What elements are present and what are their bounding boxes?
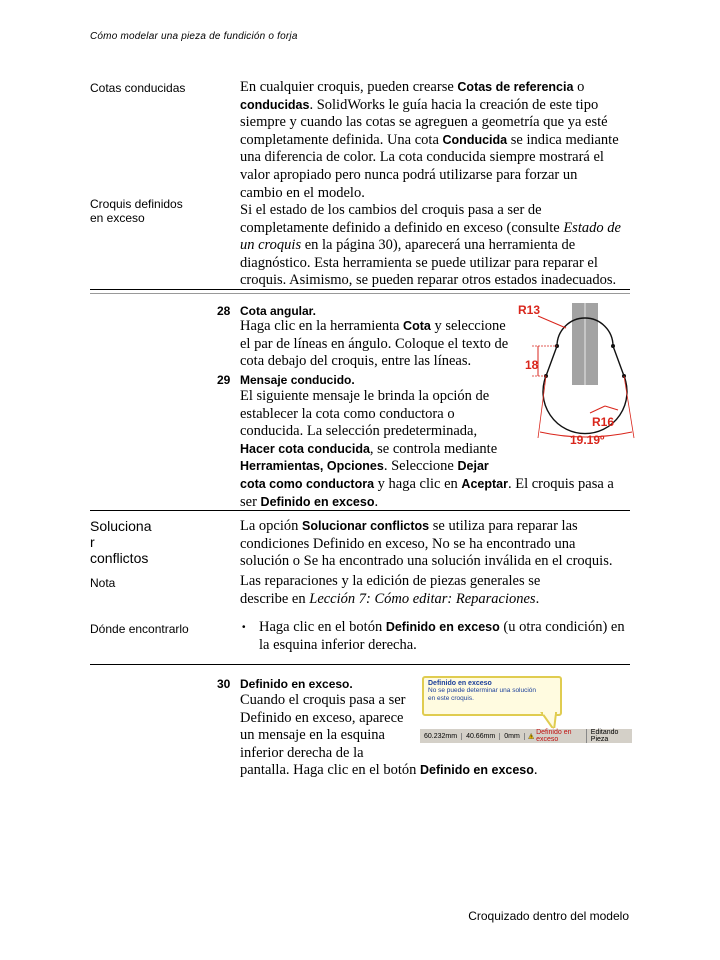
text-line: Las reparaciones y la edición de piezas generales se [240, 573, 541, 589]
section-divider-thin [90, 293, 630, 294]
status-z: 0mm [500, 733, 525, 740]
italic-reference: Estado de [563, 219, 621, 236]
text-line: El siguiente mensaje le brinda la opción de [240, 388, 490, 404]
dimension-r16: R16 [592, 415, 615, 429]
statusbar-figure [420, 676, 632, 744]
tooltip-title: Definido en exceso [428, 680, 492, 687]
text-line: Haga clic en la herramienta Cota y seleccione [240, 318, 506, 334]
where-label: Dónde encontrarlo [90, 622, 189, 636]
section-body-cotas-conducidas [240, 79, 660, 202]
step-body [240, 318, 520, 371]
running-footer: Croquizado dentro del modelo [468, 909, 629, 923]
tooltip-balloon [422, 676, 562, 716]
text-line: una diferencia de color. La cota conducida siempre mostrará el [240, 149, 604, 166]
status-x: 60.232mm [420, 733, 462, 740]
sketch-figure [510, 298, 640, 448]
section-body-croquis-definidos [240, 202, 660, 290]
overdefined-button[interactable] [525, 729, 587, 743]
text-line: ser Definido en exceso. [240, 493, 379, 510]
text-line: Hacer cota conducida, se controla mediante [240, 440, 498, 457]
extension-line [624, 376, 634, 438]
section-label-line: Croquis definidos [90, 197, 183, 211]
section-body-solucionar-conflictos [240, 518, 640, 571]
section-label-line: en exceso [90, 211, 145, 225]
text-line: cota como conductora y haga clic en Aceptar. El croquis pasa a [240, 475, 614, 492]
text-line: La opción Solucionar conflictos se utiliza para reparar las [240, 518, 578, 534]
warning-icon [528, 732, 534, 740]
text-line: Si el estado de los cambios del croquis pasa a ser de [240, 202, 542, 218]
bold-term: Cotas de referencia [457, 80, 574, 94]
bold-term: Definido en exceso [260, 494, 375, 509]
leader-line [605, 406, 618, 410]
bold-term: Cota [403, 319, 431, 333]
section-divider [90, 289, 630, 290]
text-line: solución o Se ha encontrado una solución inválida en el croquis. [240, 553, 613, 570]
text-line: inferior derecha de la [240, 744, 364, 761]
tooltip-line: No se puede determinar una solución [428, 687, 537, 694]
section-label-croquis-definidos [90, 197, 183, 225]
text-line: un mensaje en la esquina [240, 727, 385, 744]
text-line: valor apropiado pero nunca podrá utilizarse para forzar un [240, 166, 578, 183]
text-line: Herramientas, Opciones. Seleccione Dejar [240, 458, 489, 475]
text-line: Haga clic en el botón Definido en exceso (u otra condición) en [259, 619, 625, 635]
status-mode: Editando Pieza [590, 729, 619, 743]
italic-reference: un croquis [240, 237, 302, 254]
running-header: Cómo modelar una pieza de fundición o forja [90, 31, 298, 42]
text-line: el par de líneas en ángulo. Coloque el texto de [240, 335, 509, 352]
dimension-angle: 19.19º [570, 433, 605, 447]
step-number: 30 [217, 677, 231, 691]
text-line: la esquina inferior derecha. [259, 636, 417, 653]
text-line: completamente definida. Una cota Conducida se indica mediante [240, 131, 619, 148]
dimension-r13: R13 [518, 303, 541, 317]
text-line: describe en Lección 7: Cómo editar: Reparaciones. [240, 590, 540, 607]
bold-term: Solucionar conflictos [302, 519, 430, 533]
italic-reference: Lección 7: Cómo editar: Reparaciones [309, 590, 536, 607]
bold-term: Aceptar [461, 476, 508, 491]
bold-term: Conducida [442, 132, 508, 147]
text-line: cambio en el modelo. [240, 184, 365, 201]
step-title: Definido en exceso. [240, 677, 353, 691]
section-label-line: Soluciona [90, 518, 152, 534]
tooltip-line: en este croquis. [428, 695, 474, 702]
section-label-line: conflictos [90, 550, 149, 566]
text-line: diagnóstico. Esta herramienta se puede utilizar para reparar el [240, 254, 598, 271]
text-line: croquis. Asimismo, se pueden reparar otros estados inadecuados. [240, 272, 617, 289]
extension-line [538, 376, 546, 438]
section-label-line: r [90, 534, 95, 550]
bold-term: Hacer cota conducida [240, 441, 370, 456]
sketch-point [611, 344, 615, 348]
note-label: Nota [90, 576, 116, 590]
leader-line [590, 406, 605, 413]
bullet-marker: • [242, 622, 246, 633]
step-title: Mensaje conducido. [240, 373, 355, 387]
bold-term: cota como conductora [240, 476, 375, 491]
text-line: condiciones Definido en exceso, No se ha encontrado una [240, 535, 576, 552]
text-line: completamente definido a definido en exceso (consulte Estado de [240, 219, 621, 236]
text-line: En cualquier croquis, pueden crearse Cotas de referencia o [240, 79, 585, 95]
text-line: cota debajo del croquis, entre las líneas. [240, 353, 472, 370]
step-title: Cota angular. [240, 304, 317, 318]
bold-term: Definido en exceso [385, 620, 500, 634]
text-line: Cuando el croquis pasa a ser [240, 692, 406, 708]
text-line: conducida. La selección predeterminada, [240, 423, 478, 440]
text-line: establecer la cota como conductora o [240, 405, 455, 422]
section-label-cotas-conducidas: Cotas conducidas [90, 81, 186, 95]
step-number: 28 [217, 304, 231, 318]
bold-term: conducidas [240, 97, 310, 112]
section-divider [90, 510, 630, 511]
status-bar [420, 728, 632, 743]
dimension-18: 18 [525, 358, 539, 372]
section-label-solucionar-conflictos [90, 518, 152, 566]
note-body [240, 573, 640, 608]
bold-term: Herramientas, Opciones [240, 459, 384, 474]
leader-line [538, 316, 566, 328]
section-divider [90, 664, 630, 665]
step-number: 29 [217, 373, 231, 387]
text-line: siempre y cuando las cotas se agreguen a geometría que ya esté [240, 114, 608, 131]
text-line: Definido en exceso, aparece [240, 709, 404, 726]
bold-term: Dejar [457, 459, 489, 474]
text-line: un croquis en la página 30), aparecerá una herramienta de [240, 237, 576, 254]
text-line: pantalla. Haga clic en el botón Definido en exceso. [240, 762, 538, 779]
status-state: Definido en exceso [536, 729, 572, 743]
where-body [259, 619, 639, 654]
status-y: 40.66mm [462, 733, 500, 740]
bold-term: Definido en exceso [419, 763, 534, 778]
text-line: conducidas. SolidWorks le guía hacia la creación de este tipo [240, 96, 599, 113]
